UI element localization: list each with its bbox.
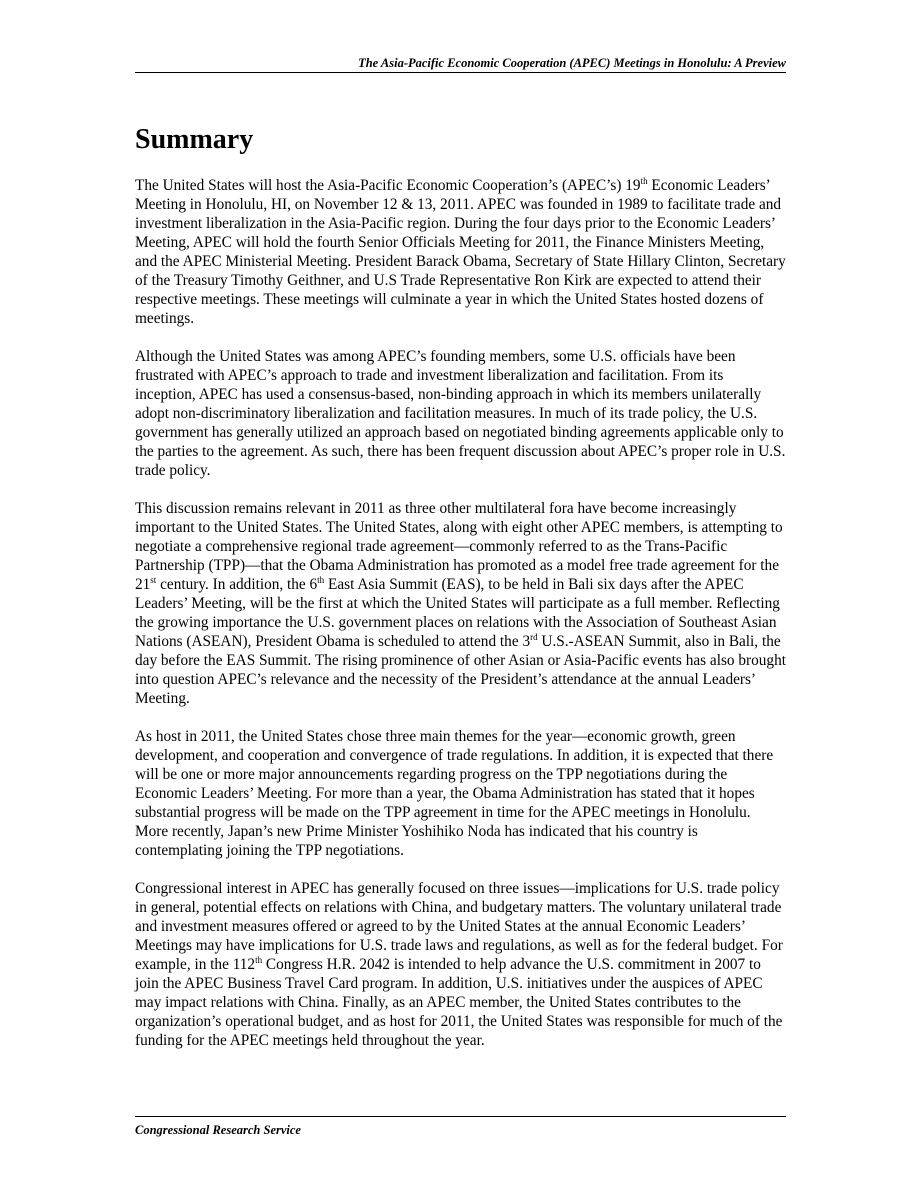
footer-publisher: Congressional Research Service [135,1123,301,1137]
paragraph-2: Although the United States was among APEC’s founding members, some U.S. officials have been frustrated with APEC’s approach to trade and investment liberalization and facilitation. From its inception, APEC has used a consensus-based, non-binding approach in which its members unilaterally adopt non-discriminatory liberalization and facilitation measures. In much of its trade policy, the U.S. government has generally utilized an approach based on negotiated binding agreements applicable only to the parties to the agreement. As such, there has been frequent discussion about APEC’s proper role in U.S. trade policy. [135,348,786,479]
superscript: st [150,574,157,585]
superscript: rd [530,631,538,642]
superscript: th [255,954,263,965]
paragraph-4: As host in 2011, the United States chose three main themes for the year—economic growth, green development, and cooperation and convergence of trade regulations. In addition, it is expected that there will be one or more major announcements regarding progress on the TPP negotiations during the Economic Leaders’ Meeting. For more than a year, the Obama Administration has stated that it hopes substantial progress will be made on the TPP agreement in time for the APEC meetings in Honolulu. More recently, Japan’s new Prime Minister Yoshihiko Noda has indicated that his country is contemplating joining the TPP negotiations. [135,728,774,859]
paragraph-5: Congressional interest in APEC has generally focused on three issues—implications for U.S. trade policy in general, potential effects on relations with China, and budgetary matters. The voluntary unilateral trade and investment measures offered or agreed to by the United States at the annual Economic Leaders’ Meetings may have implications for U.S. trade laws and regulations, as well as for the federal budget. For example, in the 112th Congress H.R. 2042 is intended to help advance the U.S. commitment in 2007 to join the APEC Business Travel Card program. In addition, U.S. initiatives under the auspices of APEC may impact relations with China. Finally, as an APEC member, the United States contributes to the organization’s operational budget, and as host for 2011, the United States was responsible for much of the funding for the APEC meetings held throughout the year. [135,880,783,1049]
summary-body [135,176,787,1069]
page-title: Summary [135,124,254,155]
paragraph-1: The United States will host the Asia-Pacific Economic Cooperation’s (APEC’s) 19th Economic Leaders’ Meeting in Honolulu, HI, on November 12 & 13, 2011. APEC was founded in 1989 to facilitate trade and investment liberalization in the Asia-Pacific region. During the four days prior to the Economic Leaders’ Meeting, APEC will hold the fourth Senior Officials Meeting for 2011, the Finance Ministers Meeting, and the APEC Ministerial Meeting. President Barack Obama, Secretary of State Hillary Clinton, Secretary of the Treasury Timothy Geithner, and U.S Trade Representative Ron Kirk are expected to attend their respective meetings. These meetings will culminate a year in which the United States hosted dozens of meetings. [135,175,786,327]
superscript: th [317,574,325,585]
running-footer [135,1116,786,1138]
running-header [135,55,786,73]
superscript: th [640,175,648,186]
running-header-title: The Asia-Pacific Economic Cooperation (APEC) Meetings in Honolulu: A Preview [358,56,786,70]
paragraph-3: This discussion remains relevant in 2011 as three other multilateral fora have become increasingly important to the United States. The United States, along with eight other APEC members, is attempting to negotiate a comprehensive regional trade agreement—commonly referred to as the Trans-Pacific Partnership (TPP)—that the Obama Administration has promoted as a model free trade agreement for the 21st century. In addition, the 6th East Asia Summit (EAS), to be held in Bali six days after the APEC Leaders’ Meeting, will be the first at which the United States will participate as a full member. Reflecting the growing importance the U.S. government places on relations with the Association of Southeast Asian Nations (ASEAN), President Obama is scheduled to attend the 3rd U.S.-ASEAN Summit, also in Bali, the day before the EAS Summit. The rising prominence of other Asian or Asia-Pacific events has also brought into question APEC’s relevance and the necessity of the President’s attendance at the annual Leaders’ Meeting. [135,500,786,707]
